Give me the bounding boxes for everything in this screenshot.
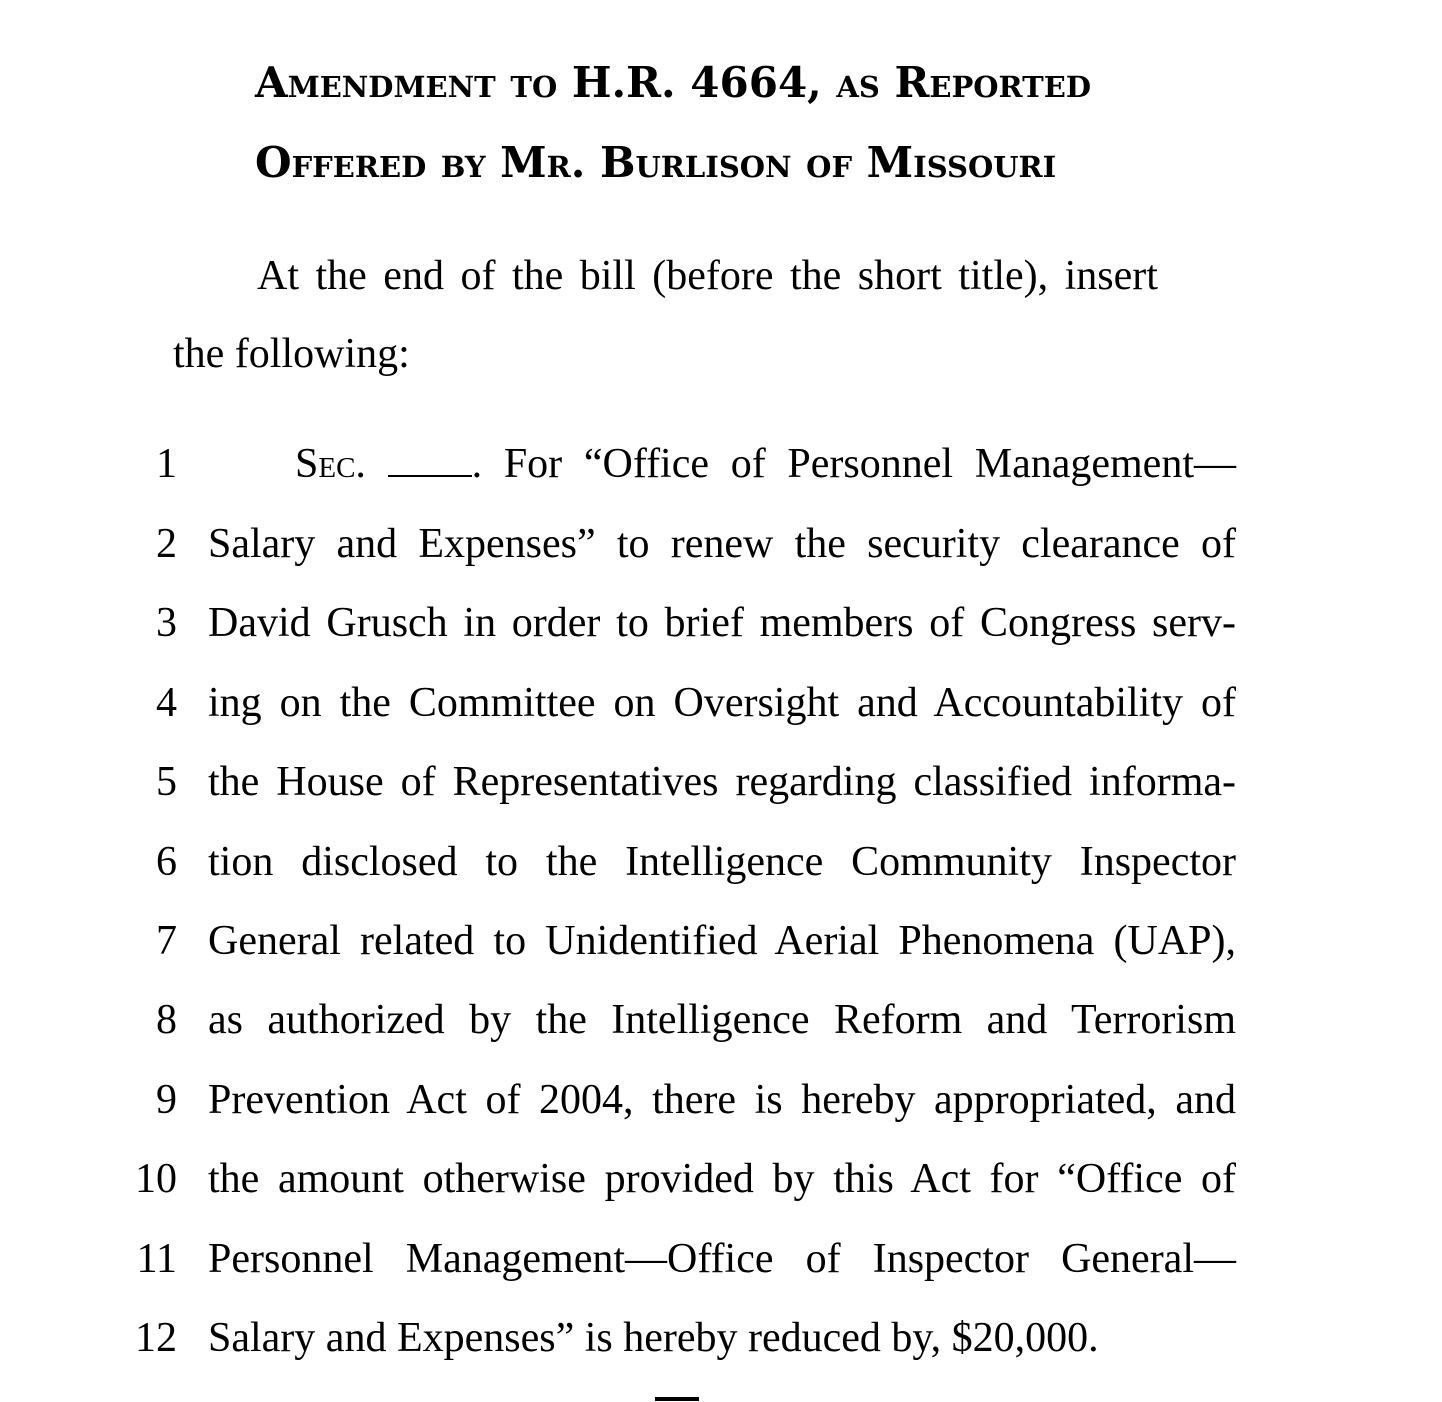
end-of-amendment-rule [655,1397,699,1401]
section-heading [295,440,1236,488]
line-text: Salary and Expenses” is hereby reduced by, $20,000. [208,1315,1099,1361]
line-number: 6 [156,839,177,885]
line-number: 12 [135,1315,177,1361]
line-number: 11 [136,1236,177,1282]
line-number: 10 [135,1156,177,1202]
bill-line-11 [0,1235,1442,1295]
line-text: the amount otherwise provided by this Act for “Office of [208,1156,1236,1202]
line-number: 5 [156,759,177,805]
bill-line-3 [0,599,1442,659]
bill-line-10 [0,1155,1442,1215]
line-number: 9 [156,1077,177,1123]
bill-line-6 [0,838,1442,898]
line-text: the House of Representatives regarding classified informa- [208,759,1236,805]
line-text: tion disclosed to the Intelligence Community Inspector [208,839,1236,885]
section-prefix: Sec. [295,441,366,487]
bill-line-1 [0,440,1442,500]
section-number-blank [388,445,472,477]
bill-line-8 [0,996,1442,1056]
amendment-title-line-1: Amendment to H.R. 4664, as Reported [255,58,1091,107]
bill-line-5 [0,758,1442,818]
bill-line-2 [0,520,1442,580]
line-text: Salary and Expenses” to renew the security clearance of [208,521,1236,567]
bill-line-7 [0,917,1442,977]
line-text: as authorized by the Intelligence Reform and Terrorism [208,997,1236,1043]
bill-line-4 [0,679,1442,739]
line-number: 3 [156,600,177,646]
section-text: . For “Office of Personnel Management— [471,441,1236,487]
line-number: 4 [156,680,177,726]
bill-line-9 [0,1076,1442,1136]
line-text: ing on the Committee on Oversight and Accountability of [208,680,1236,726]
amendment-title-line-2: Offered by Mr. Burlison of Missouri [255,138,1057,187]
line-text: General related to Unidentified Aerial Phenomena (UAP), [208,918,1236,964]
line-text: Prevention Act of 2004, there is hereby appropriated, and [208,1077,1236,1123]
line-number: 1 [156,441,177,487]
line-text: David Grusch in order to brief members of Congress serv- [208,600,1236,646]
line-number: 2 [156,521,177,567]
line-number: 8 [156,997,177,1043]
line-number: 7 [156,918,177,964]
bill-line-12 [0,1314,1442,1374]
intro-line-2: the following: [173,331,410,377]
intro-line-1: At the end of the bill (before the short title), insert [257,253,1158,299]
line-text: Personnel Management—Office of Inspector General— [208,1236,1236,1282]
